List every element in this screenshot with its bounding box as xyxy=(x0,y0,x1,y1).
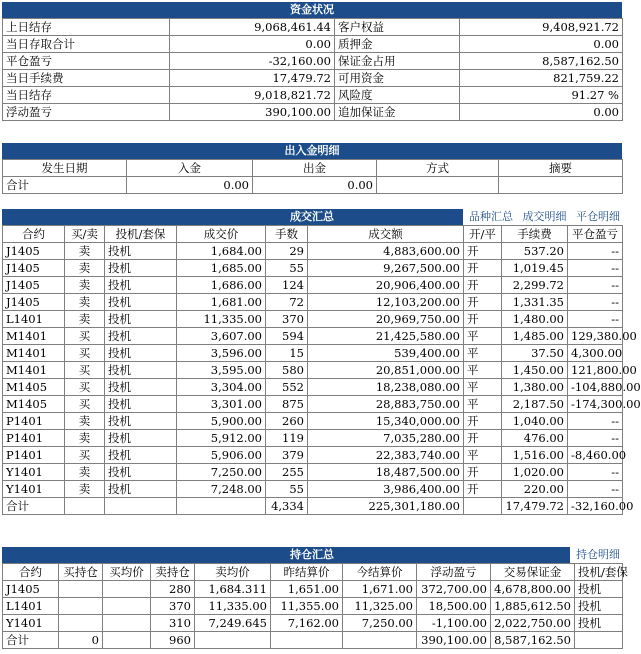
trades-total-price xyxy=(177,498,266,515)
trade-cell-fee: 476.00 xyxy=(502,430,568,447)
trade-cell-side: 卖 xyxy=(65,430,105,447)
trades-total-hedge xyxy=(105,498,177,515)
trades-header xyxy=(2,209,622,225)
trade-cell-side: 卖 xyxy=(65,294,105,311)
position-cell-prev-settle: 11,355.00 xyxy=(271,598,343,615)
trade-cell-side: 买 xyxy=(65,379,105,396)
trades-header-close-pnl: 平仓盈亏 xyxy=(568,226,623,243)
funds-value: 17,479.72 xyxy=(170,70,335,87)
trade-cell-open-close: 平 xyxy=(464,328,502,345)
positions-header-contract: 合约 xyxy=(3,564,59,581)
trade-cell-qty: 875 xyxy=(266,396,308,413)
trade-cell-qty: 255 xyxy=(266,464,308,481)
funds-label: 风险度 xyxy=(335,87,460,104)
trade-cell-contract: J1405 xyxy=(3,243,65,260)
trade-cell-amount: 21,425,580.00 xyxy=(308,328,464,345)
trade-cell-amount: 12,103,200.00 xyxy=(308,294,464,311)
trade-cell-open-close: 开 xyxy=(464,243,502,260)
trade-cell-price: 7,250.00 xyxy=(177,464,266,481)
positions-total-prev-settle xyxy=(271,632,343,649)
position-cell-margin: 2,022,750.00 xyxy=(491,615,575,632)
trade-cell-side: 卖 xyxy=(65,464,105,481)
position-cell-prev-settle: 7,162.00 xyxy=(271,615,343,632)
trade-cell-amount: 28,883,750.00 xyxy=(308,396,464,413)
table-row xyxy=(3,598,623,615)
trade-cell-hedge: 投机 xyxy=(105,447,177,464)
trade-cell-fee: 1,380.00 xyxy=(502,379,568,396)
trades-total-side xyxy=(65,498,105,515)
cashflow-title: 出入金明细 xyxy=(284,144,340,157)
positions-total-buy-avg xyxy=(103,632,151,649)
funds-label: 浮动盈亏 xyxy=(3,104,170,121)
trade-cell-side: 卖 xyxy=(65,413,105,430)
position-cell-float-pnl: 372,700.00 xyxy=(417,581,491,598)
funds-row xyxy=(3,19,623,36)
trade-cell-close-pnl: -- xyxy=(568,260,623,277)
link-position-detail[interactable]: 持仓明细 xyxy=(576,548,620,561)
position-cell-hedge: 投机 xyxy=(575,598,623,615)
funds-label: 当日手续费 xyxy=(3,70,170,87)
positions-header-hedge: 投机/套保 xyxy=(575,564,623,581)
trade-cell-contract: M1405 xyxy=(3,379,65,396)
trade-cell-contract: M1401 xyxy=(3,362,65,379)
trade-cell-price: 3,304.00 xyxy=(177,379,266,396)
positions-total-row xyxy=(3,632,623,649)
cashflow-table xyxy=(2,159,623,194)
table-row xyxy=(3,277,623,294)
trades-header-fee: 手续费 xyxy=(502,226,568,243)
positions-total-margin: 8,587,162.50 xyxy=(491,632,575,649)
trade-cell-open-close: 平 xyxy=(464,362,502,379)
positions-header-buy-avg: 买均价 xyxy=(103,564,151,581)
trade-cell-side: 买 xyxy=(65,345,105,362)
trade-cell-hedge: 投机 xyxy=(105,362,177,379)
funds-header xyxy=(2,2,622,18)
trade-cell-amount: 18,487,500.00 xyxy=(308,464,464,481)
trades-title: 成交汇总 xyxy=(290,210,334,223)
funds-row xyxy=(3,53,623,70)
trades-header-hedge: 投机/套保 xyxy=(105,226,177,243)
funds-value: 0.00 xyxy=(460,36,623,53)
trade-cell-hedge: 投机 xyxy=(105,379,177,396)
trades-header-contract: 合约 xyxy=(3,226,65,243)
trade-cell-price: 5,900.00 xyxy=(177,413,266,430)
funds-value: 9,068,461.44 xyxy=(170,19,335,36)
link-product-summary[interactable]: 品种汇总 xyxy=(469,210,513,223)
position-cell-buy-avg xyxy=(103,581,151,598)
trade-cell-close-pnl: -- xyxy=(568,464,623,481)
trade-cell-amount: 20,851,000.00 xyxy=(308,362,464,379)
table-row xyxy=(3,447,623,464)
trade-cell-open-close: 开 xyxy=(464,481,502,498)
trade-cell-qty: 55 xyxy=(266,260,308,277)
position-cell-today-settle: 7,250.00 xyxy=(343,615,417,632)
position-cell-buy-qty xyxy=(59,598,103,615)
trade-cell-close-pnl: -- xyxy=(568,277,623,294)
trade-cell-hedge: 投机 xyxy=(105,396,177,413)
trade-cell-close-pnl: 4,300.00 xyxy=(568,345,623,362)
funds-value: 91.27 % xyxy=(460,87,623,104)
trade-cell-price: 1,681.00 xyxy=(177,294,266,311)
trades-header-side: 买/卖 xyxy=(65,226,105,243)
trade-cell-open-close: 平 xyxy=(464,379,502,396)
trades-total-open-close xyxy=(464,498,502,515)
trade-cell-price: 3,607.00 xyxy=(177,328,266,345)
position-cell-sell-qty: 310 xyxy=(151,615,195,632)
trade-cell-price: 5,912.00 xyxy=(177,430,266,447)
trade-cell-close-pnl: -- xyxy=(568,294,623,311)
trade-cell-amount: 4,883,600.00 xyxy=(308,243,464,260)
funds-row xyxy=(3,104,623,121)
position-cell-prev-settle: 1,651.00 xyxy=(271,581,343,598)
position-cell-buy-qty xyxy=(59,581,103,598)
trades-total-qty: 4,334 xyxy=(266,498,308,515)
trade-cell-qty: 552 xyxy=(266,379,308,396)
trade-cell-open-close: 开 xyxy=(464,311,502,328)
trades-total-close-pnl: -32,160.00 xyxy=(568,498,623,515)
trade-cell-qty: 124 xyxy=(266,277,308,294)
positions-total-contract: 合计 xyxy=(3,632,59,649)
trade-cell-hedge: 投机 xyxy=(105,294,177,311)
trade-cell-qty: 370 xyxy=(266,311,308,328)
trade-cell-price: 5,906.00 xyxy=(177,447,266,464)
trade-cell-side: 买 xyxy=(65,396,105,413)
position-cell-buy-avg xyxy=(103,598,151,615)
positions-total-float-pnl: 390,100.00 xyxy=(417,632,491,649)
trade-cell-qty: 72 xyxy=(266,294,308,311)
trade-cell-amount: 20,969,750.00 xyxy=(308,311,464,328)
trade-cell-hedge: 投机 xyxy=(105,464,177,481)
trade-cell-open-close: 开 xyxy=(464,277,502,294)
cashflow-total-summary xyxy=(499,177,623,194)
trade-cell-contract: P1401 xyxy=(3,430,65,447)
table-row xyxy=(3,294,623,311)
funds-label: 保证金占用 xyxy=(335,53,460,70)
trade-cell-fee: 1,480.00 xyxy=(502,311,568,328)
trade-cell-open-close: 开 xyxy=(464,464,502,481)
trade-cell-side: 卖 xyxy=(65,260,105,277)
trade-cell-contract: L1401 xyxy=(3,311,65,328)
cashflow-header-method: 方式 xyxy=(377,160,499,177)
trade-cell-amount: 3,986,400.00 xyxy=(308,481,464,498)
trade-cell-hedge: 投机 xyxy=(105,260,177,277)
funds-value: 821,759.22 xyxy=(460,70,623,87)
funds-label: 当日存取合计 xyxy=(3,36,170,53)
funds-value: 0.00 xyxy=(170,36,335,53)
trade-cell-close-pnl: -174,300.00 xyxy=(568,396,623,413)
trade-cell-fee: 1,516.00 xyxy=(502,447,568,464)
trade-cell-price: 3,595.00 xyxy=(177,362,266,379)
cashflow-total-label: 合计 xyxy=(3,177,127,194)
link-close-detail[interactable]: 平仓明细 xyxy=(576,210,620,223)
funds-value: -32,160.00 xyxy=(170,53,335,70)
cashflow-header xyxy=(2,143,622,159)
positions-header-buy-qty: 买持仓 xyxy=(59,564,103,581)
trade-cell-fee: 2,187.50 xyxy=(502,396,568,413)
trade-cell-amount: 539,400.00 xyxy=(308,345,464,362)
trade-cell-amount: 20,906,400.00 xyxy=(308,277,464,294)
table-row xyxy=(3,260,623,277)
trade-cell-contract: J1405 xyxy=(3,277,65,294)
funds-value: 8,587,162.50 xyxy=(460,53,623,70)
trade-cell-fee: 1,331.35 xyxy=(502,294,568,311)
position-cell-buy-qty xyxy=(59,615,103,632)
trade-cell-price: 1,684.00 xyxy=(177,243,266,260)
trade-cell-contract: J1405 xyxy=(3,294,65,311)
position-cell-margin: 4,678,800.00 xyxy=(491,581,575,598)
funds-label: 质押金 xyxy=(335,36,460,53)
trade-cell-price: 1,686.00 xyxy=(177,277,266,294)
trade-cell-contract: Y1401 xyxy=(3,464,65,481)
trade-cell-qty: 119 xyxy=(266,430,308,447)
positions-title: 持仓汇总 xyxy=(290,548,334,561)
trade-cell-hedge: 投机 xyxy=(105,277,177,294)
positions-header-prev-settle: 昨结算价 xyxy=(271,564,343,581)
position-cell-float-pnl: -1,100.00 xyxy=(417,615,491,632)
trades-total-row xyxy=(3,498,623,515)
funds-value: 9,408,921.72 xyxy=(460,19,623,36)
table-row xyxy=(3,481,623,498)
trade-cell-hedge: 投机 xyxy=(105,328,177,345)
trade-cell-open-close: 开 xyxy=(464,294,502,311)
funds-title: 资金状况 xyxy=(290,3,334,16)
positions-header-today-settle: 今结算价 xyxy=(343,564,417,581)
trades-header-row xyxy=(3,226,623,243)
trade-cell-open-close: 开 xyxy=(464,430,502,447)
trade-cell-open-close: 平 xyxy=(464,345,502,362)
table-row xyxy=(3,243,623,260)
cashflow-total-in: 0.00 xyxy=(127,177,253,194)
position-cell-sell-avg: 7,249.645 xyxy=(195,615,271,632)
trade-cell-contract: M1405 xyxy=(3,396,65,413)
trade-cell-amount: 15,340,000.00 xyxy=(308,413,464,430)
position-cell-contract: Y1401 xyxy=(3,615,59,632)
positions-header xyxy=(2,547,622,563)
position-cell-today-settle: 11,325.00 xyxy=(343,598,417,615)
trade-cell-open-close: 平 xyxy=(464,396,502,413)
cashflow-header-in: 入金 xyxy=(127,160,253,177)
trade-cell-hedge: 投机 xyxy=(105,311,177,328)
position-cell-sell-qty: 280 xyxy=(151,581,195,598)
trade-cell-fee: 1,450.00 xyxy=(502,362,568,379)
trade-cell-price: 3,301.00 xyxy=(177,396,266,413)
cashflow-total-method xyxy=(377,177,499,194)
funds-table xyxy=(2,18,623,121)
trade-cell-fee: 1,020.00 xyxy=(502,464,568,481)
link-trade-detail[interactable]: 成交明细 xyxy=(522,210,567,223)
trade-cell-close-pnl: 129,380.00 xyxy=(568,328,623,345)
trade-cell-close-pnl: -- xyxy=(568,481,623,498)
positions-header-row xyxy=(3,564,623,581)
trades-section xyxy=(2,209,641,515)
table-row xyxy=(3,379,623,396)
trade-cell-close-pnl: -104,880.00 xyxy=(568,379,623,396)
funds-row xyxy=(3,87,623,104)
position-cell-hedge: 投机 xyxy=(575,615,623,632)
trade-cell-qty: 580 xyxy=(266,362,308,379)
position-cell-sell-qty: 370 xyxy=(151,598,195,615)
trade-cell-fee: 1,485.00 xyxy=(502,328,568,345)
trade-cell-amount: 22,383,740.00 xyxy=(308,447,464,464)
trade-cell-qty: 55 xyxy=(266,481,308,498)
funds-value: 0.00 xyxy=(460,104,623,121)
table-row xyxy=(3,413,623,430)
funds-label: 平仓盈亏 xyxy=(3,53,170,70)
trade-cell-price: 7,248.00 xyxy=(177,481,266,498)
table-row xyxy=(3,345,623,362)
funds-value: 9,018,821.72 xyxy=(170,87,335,104)
funds-row xyxy=(3,36,623,53)
trades-header-qty: 手数 xyxy=(266,226,308,243)
trade-cell-contract: J1405 xyxy=(3,260,65,277)
trade-cell-side: 卖 xyxy=(65,277,105,294)
trade-cell-fee: 2,299.72 xyxy=(502,277,568,294)
trade-cell-side: 买 xyxy=(65,447,105,464)
trade-cell-side: 买 xyxy=(65,362,105,379)
trade-cell-qty: 15 xyxy=(266,345,308,362)
funds-label: 客户权益 xyxy=(335,19,460,36)
position-cell-contract: L1401 xyxy=(3,598,59,615)
trade-cell-hedge: 投机 xyxy=(105,481,177,498)
table-row xyxy=(3,430,623,447)
trade-cell-price: 3,596.00 xyxy=(177,345,266,362)
trade-cell-close-pnl: -- xyxy=(568,413,623,430)
table-row xyxy=(3,328,623,345)
positions-total-sell-qty: 960 xyxy=(151,632,195,649)
trade-cell-qty: 29 xyxy=(266,243,308,260)
trade-cell-amount: 9,267,500.00 xyxy=(308,260,464,277)
trade-cell-fee: 220.00 xyxy=(502,481,568,498)
position-cell-float-pnl: 18,500.00 xyxy=(417,598,491,615)
trade-cell-fee: 1,040.00 xyxy=(502,413,568,430)
position-cell-sell-avg: 11,335.00 xyxy=(195,598,271,615)
trade-cell-price: 11,335.00 xyxy=(177,311,266,328)
trades-total-amount: 225,301,180.00 xyxy=(308,498,464,515)
trade-cell-hedge: 投机 xyxy=(105,413,177,430)
positions-section xyxy=(2,547,628,649)
cashflow-header-out: 出金 xyxy=(253,160,377,177)
positions-header-sell-qty: 卖持仓 xyxy=(151,564,195,581)
positions-header-sell-avg: 卖均价 xyxy=(195,564,271,581)
positions-total-sell-avg xyxy=(195,632,271,649)
trade-cell-contract: Y1401 xyxy=(3,481,65,498)
trades-links xyxy=(463,209,622,225)
trades-total-contract: 合计 xyxy=(3,498,65,515)
trade-cell-amount: 7,035,280.00 xyxy=(308,430,464,447)
positions-links xyxy=(570,547,622,563)
trade-cell-qty: 379 xyxy=(266,447,308,464)
position-cell-hedge: 投机 xyxy=(575,581,623,598)
position-cell-contract: J1405 xyxy=(3,581,59,598)
trade-cell-fee: 537.20 xyxy=(502,243,568,260)
trade-cell-price: 1,685.00 xyxy=(177,260,266,277)
positions-header-margin: 交易保证金 xyxy=(491,564,575,581)
table-row xyxy=(3,464,623,481)
trade-cell-open-close: 开 xyxy=(464,413,502,430)
trade-cell-contract: P1401 xyxy=(3,413,65,430)
position-cell-today-settle: 1,671.00 xyxy=(343,581,417,598)
positions-header-float-pnl: 浮动盈亏 xyxy=(417,564,491,581)
positions-table xyxy=(2,563,628,649)
trade-cell-side: 买 xyxy=(65,328,105,345)
positions-total-hedge xyxy=(575,632,623,649)
table-row xyxy=(3,311,623,328)
trade-cell-contract: P1401 xyxy=(3,447,65,464)
trades-total-fee: 17,479.72 xyxy=(502,498,568,515)
positions-total-buy-qty: 0 xyxy=(59,632,103,649)
position-cell-sell-avg: 1,684.311 xyxy=(195,581,271,598)
trade-cell-amount: 18,238,080.00 xyxy=(308,379,464,396)
funds-label: 当日结存 xyxy=(3,87,170,104)
cashflow-header-date: 发生日期 xyxy=(3,160,127,177)
table-row xyxy=(3,615,623,632)
trade-cell-open-close: 开 xyxy=(464,260,502,277)
trade-cell-close-pnl: -- xyxy=(568,243,623,260)
trade-cell-hedge: 投机 xyxy=(105,243,177,260)
cashflow-section xyxy=(2,143,622,194)
trades-header-amount: 成交额 xyxy=(308,226,464,243)
trade-cell-qty: 260 xyxy=(266,413,308,430)
table-row xyxy=(3,362,623,379)
funds-label: 可用资金 xyxy=(335,70,460,87)
funds-row xyxy=(3,70,623,87)
cashflow-header-summary: 摘要 xyxy=(499,160,623,177)
trade-cell-fee: 1,019.45 xyxy=(502,260,568,277)
trade-cell-side: 卖 xyxy=(65,243,105,260)
trade-cell-open-close: 平 xyxy=(464,447,502,464)
cashflow-total-out: 0.00 xyxy=(253,177,377,194)
trade-cell-hedge: 投机 xyxy=(105,430,177,447)
trade-cell-contract: M1401 xyxy=(3,345,65,362)
trade-cell-close-pnl: -- xyxy=(568,311,623,328)
trade-cell-qty: 594 xyxy=(266,328,308,345)
funds-label: 追加保证金 xyxy=(335,104,460,121)
position-cell-buy-avg xyxy=(103,615,151,632)
funds-section xyxy=(2,2,622,121)
funds-label: 上日结存 xyxy=(3,19,170,36)
trade-cell-close-pnl: -- xyxy=(568,430,623,447)
trade-cell-close-pnl: -8,460.00 xyxy=(568,447,623,464)
funds-value: 390,100.00 xyxy=(170,104,335,121)
table-row xyxy=(3,581,623,598)
trade-cell-side: 卖 xyxy=(65,481,105,498)
trade-cell-hedge: 投机 xyxy=(105,345,177,362)
trades-table xyxy=(2,225,641,515)
positions-total-today-settle xyxy=(343,632,417,649)
trade-cell-fee: 37.50 xyxy=(502,345,568,362)
trades-header-price: 成交价 xyxy=(177,226,266,243)
trade-cell-close-pnl: 121,800.00 xyxy=(568,362,623,379)
trades-header-open-close: 开/平 xyxy=(464,226,502,243)
table-row xyxy=(3,396,623,413)
position-cell-margin: 1,885,612.50 xyxy=(491,598,575,615)
trade-cell-contract: M1401 xyxy=(3,328,65,345)
trade-cell-side: 卖 xyxy=(65,311,105,328)
